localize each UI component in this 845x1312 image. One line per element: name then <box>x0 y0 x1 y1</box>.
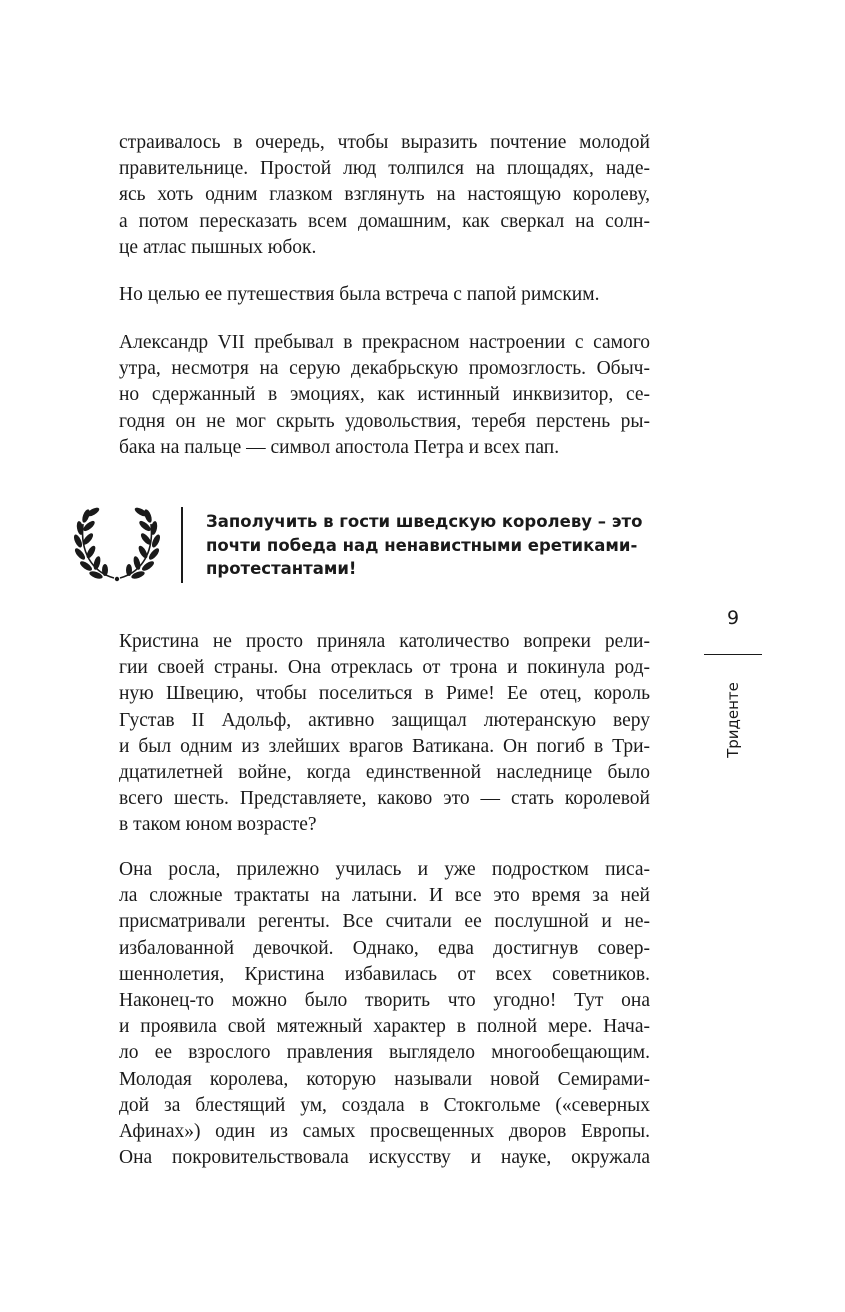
text-line: страивалось в очередь, чтобы выразить почтение молодой <box>119 132 650 153</box>
running-head: Триденте <box>724 682 742 758</box>
callout-line: почти победа над ненавистными еретиками- <box>206 535 638 555</box>
text-line: Густав II Адольф, активно защищал лютеранскую веру <box>119 709 650 731</box>
text-line: а потом пересказать всем домашним, как сверкал на солн- <box>119 210 650 232</box>
text-line: Молодая королева, которую называли новой Семирами- <box>119 1068 650 1090</box>
text-line: шеннолетия, Кристина избавилась от всех советников. <box>119 963 650 985</box>
callout-line: Заполучить в гости шведскую королеву – это <box>206 512 643 531</box>
text-line: ясь хоть одним глазком взглянуть на настоящую королеву, <box>119 184 650 206</box>
text-line: Афинах») один из самых просвещенных дворов Европы. <box>119 1120 650 1142</box>
text-line: Но целью ее путешествия была встреча с папой римским. <box>119 284 600 305</box>
page-number: 9 <box>726 607 740 629</box>
text-line: утра, несмотря на серую декабрьскую промозглость. Обыч- <box>119 358 650 380</box>
text-line: правительнице. Простой люд толпился на площадях, наде- <box>119 158 650 180</box>
paragraph-5 <box>119 857 650 1171</box>
text-line: присматривали регенты. Все считали ее послушной и не- <box>119 911 650 933</box>
text-line: бака на пальце — символ апостола Петра и всех пап. <box>119 436 560 458</box>
callout-divider <box>181 507 183 583</box>
text-line: ло ее взрослого правления выглядело многообещающим. <box>119 1042 650 1064</box>
text-line: но сдержанный в эмоциях, как истинный инквизитор, се- <box>119 384 650 406</box>
text-line: избалованной девочкой. Однако, едва достигнув совер- <box>119 937 650 959</box>
paragraph-2 <box>119 282 650 308</box>
paragraph-3 <box>119 330 650 461</box>
callout-text <box>206 510 646 581</box>
text-line: ную Швецию, чтобы поселиться в Риме! Ее отец, король <box>119 683 650 705</box>
text-line: всего шесть. Представляете, каково это — стать королевой <box>119 788 650 810</box>
paragraph-1 <box>119 130 650 261</box>
text-line: дой за блестящий ум, создала в Стокгольме («северных <box>119 1094 650 1116</box>
margin-divider <box>704 654 762 655</box>
text-line: Она покровительствовала искусству и науке, окружала <box>119 1147 650 1169</box>
text-line: дцатилетней войне, когда единственной наследнице было <box>119 761 650 783</box>
text-line: Кристина не просто приняла католичество вопреки рели- <box>119 631 650 652</box>
text-line: и проявила свой мятежный характер в полной мере. Нача- <box>119 1016 650 1038</box>
callout-line: протестантами! <box>206 559 357 578</box>
paragraph-4 <box>119 629 650 839</box>
text-line: ла сложные трактаты на латыни. И все это время за ней <box>119 885 650 907</box>
text-line: це атлас пышных юбок. <box>119 236 317 258</box>
laurel-wreath-icon <box>74 506 160 584</box>
text-line: и был одним из злейших врагов Ватикана. Он погиб в Три- <box>119 735 650 757</box>
text-line: годня он не мог скрыть удовольствия, теребя перстень ры- <box>119 410 650 432</box>
text-line: Александр VII пребывал в прекрасном настроении с самого <box>119 332 650 353</box>
text-line: гии своей страны. Она отреклась от трона и покинула род- <box>119 657 650 679</box>
text-line: Наконец-то можно было творить что угодно! Тут она <box>119 989 650 1011</box>
text-line: в таком юном возрасте? <box>119 814 317 836</box>
text-line: Она росла, прилежно училась и уже подростком писа- <box>119 859 650 880</box>
